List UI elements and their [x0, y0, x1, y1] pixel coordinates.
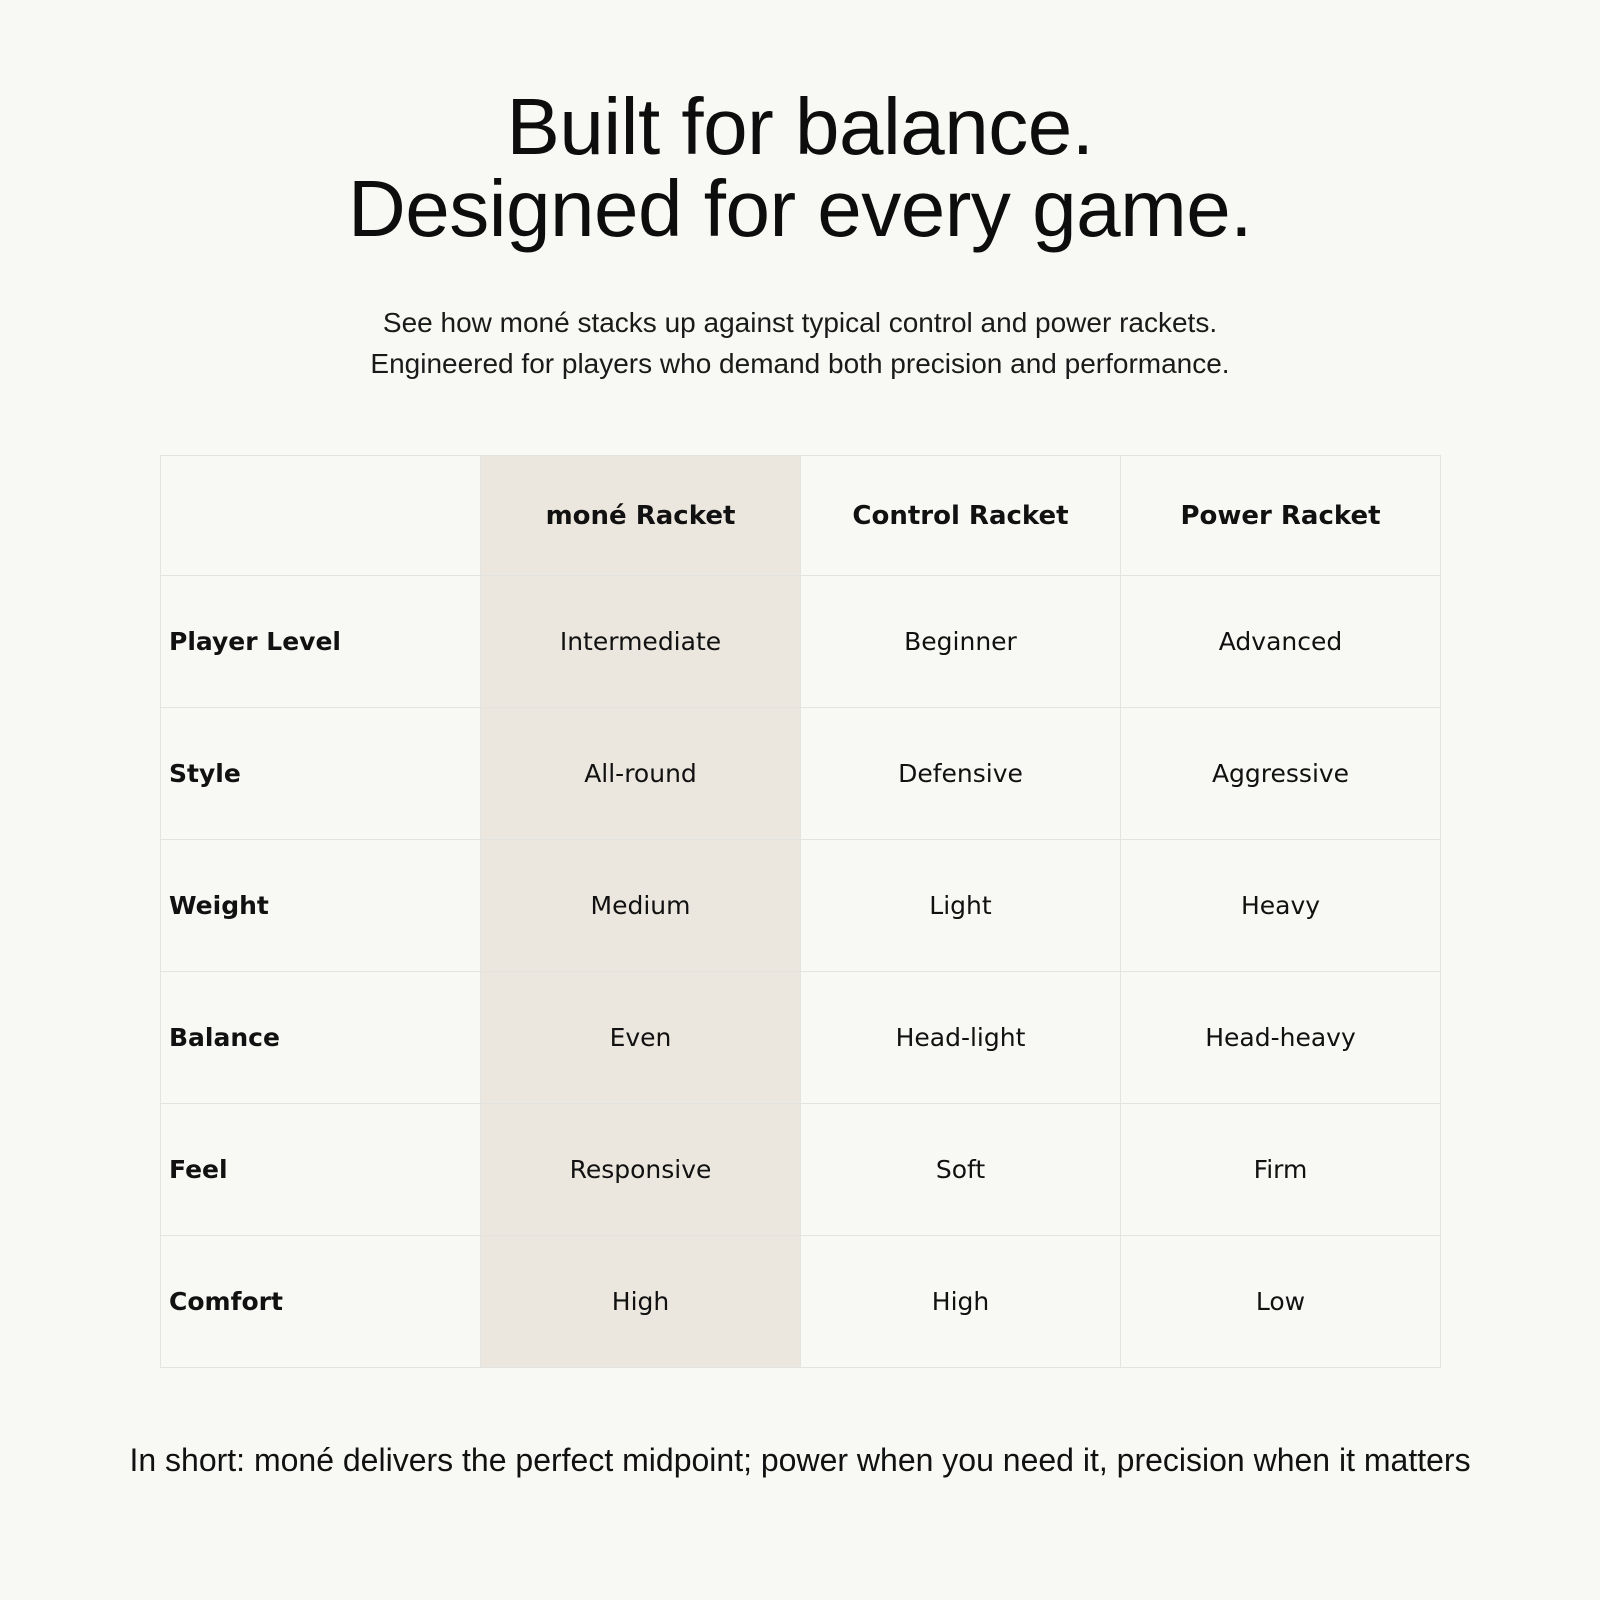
page-title [0, 82, 1600, 253]
row-label: Style [161, 708, 481, 840]
header-power-racket: Power Racket [1121, 456, 1441, 576]
cell-control: Light [801, 840, 1121, 972]
table-header-row [161, 456, 1441, 576]
cell-power: Advanced [1121, 576, 1441, 708]
row-label: Weight [161, 840, 481, 972]
cell-mone: Responsive [481, 1104, 801, 1236]
table-row [161, 1236, 1441, 1368]
summary-text: In short: moné delivers the perfect midpoint; power when you need it, precision when it matters [129, 1442, 1471, 1478]
cell-power: Aggressive [1121, 708, 1441, 840]
header-empty-cell [161, 456, 481, 576]
header-control-racket: Control Racket [801, 456, 1121, 576]
header-mone-racket: moné Racket [481, 456, 801, 576]
headline-line-1: Built for balance. [506, 82, 1094, 171]
headline-line-2: Designed for every game. [347, 164, 1252, 253]
row-label: Balance [161, 972, 481, 1104]
cell-mone: Intermediate [481, 576, 801, 708]
cell-power: Head-heavy [1121, 972, 1441, 1104]
cell-control: Head-light [801, 972, 1121, 1104]
cell-power: Heavy [1121, 840, 1441, 972]
cell-control: Soft [801, 1104, 1121, 1236]
comparison-table [160, 455, 1441, 1368]
cell-control: High [801, 1236, 1121, 1368]
cell-control: Defensive [801, 708, 1121, 840]
table-row [161, 708, 1441, 840]
table-row [161, 840, 1441, 972]
cell-mone: All-round [481, 708, 801, 840]
cell-mone: Even [481, 972, 801, 1104]
table-row [161, 576, 1441, 708]
row-label: Feel [161, 1104, 481, 1236]
table-row [161, 1104, 1441, 1236]
page-subtitle [0, 302, 1600, 384]
row-label: Player Level [161, 576, 481, 708]
cell-mone: Medium [481, 840, 801, 972]
cell-power: Low [1121, 1236, 1441, 1368]
table-row [161, 972, 1441, 1104]
cell-power: Firm [1121, 1104, 1441, 1236]
cell-control: Beginner [801, 576, 1121, 708]
subtitle-line-2: Engineered for players who demand both precision and performance. [370, 348, 1230, 379]
subtitle-line-1: See how moné stacks up against typical control and power rackets. [382, 307, 1218, 338]
row-label: Comfort [161, 1236, 481, 1368]
cell-mone: High [481, 1236, 801, 1368]
